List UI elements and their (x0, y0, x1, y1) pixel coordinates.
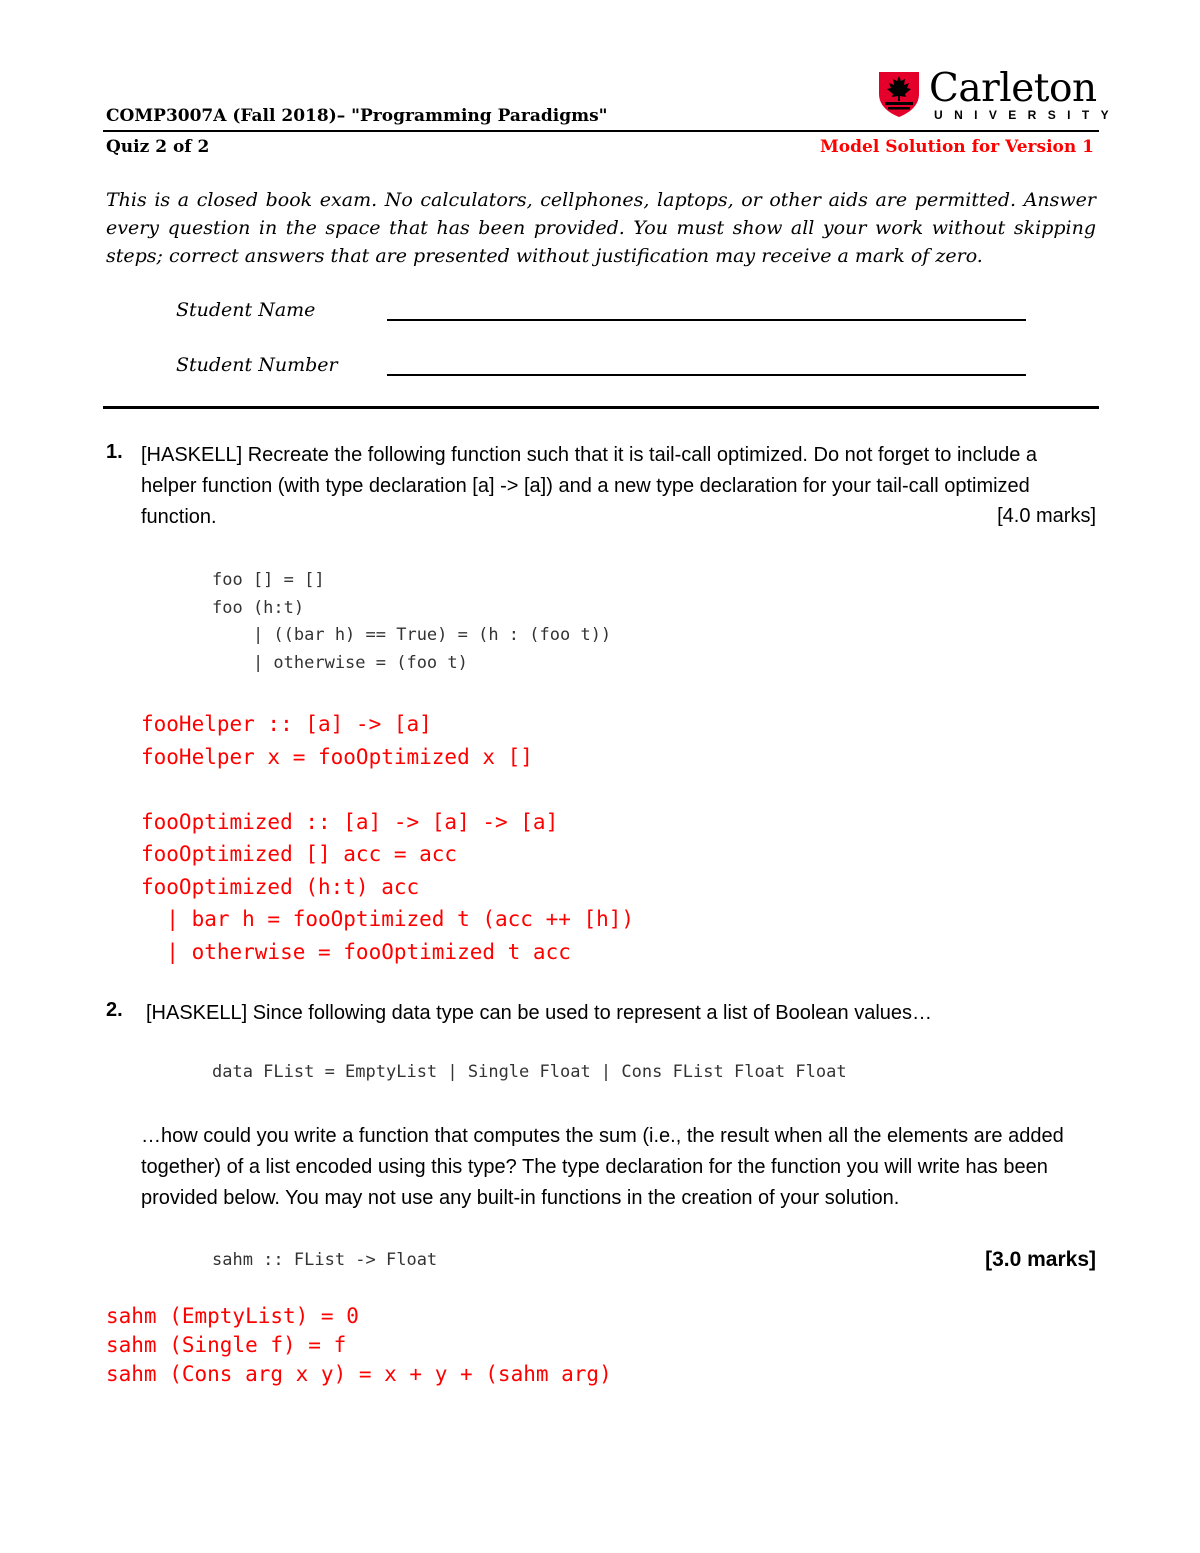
question-marks: [3.0 marks] (985, 1248, 1096, 1271)
model-solution-code: fooHelper :: [a] -> [a] fooHelper x = fooOptimized x [] fooOptimized :: [a] -> [a] -> [a] fooOptimized [] acc = acc fooOptimized (h:t) acc | bar h = fooOptimized t (acc ++ [h]) | otherwise = fooOptimized t acc (141, 712, 635, 964)
logo-subtitle: UNIVERSITY (934, 108, 1121, 122)
header-rule (103, 130, 1099, 132)
function-signature: sahm :: FList -> Float (212, 1250, 438, 1270)
model-solution-label: Model Solution for Version 1 (819, 137, 1094, 157)
question-text-continued: …how could you write a function that computes the sum (i.e., the result when all the elements are added together) of a list encoded using this type? The type declaration for the function you will write has been provided below. You may not use any built-in functions in the creation of your solution. (141, 1125, 1064, 1209)
model-solution-code: sahm (EmptyList) = 0 sahm (Single f) = f sahm (Cons arg x y) = x + y + (sahm arg) (106, 1304, 612, 1386)
question-text: [HASKELL] Since following data type can be used to represent a list of Boolean values… (146, 1002, 933, 1024)
course-title: COMP3007A (Fall 2018)– "Programming Paradigms" (106, 106, 608, 126)
question-number: 1. (106, 441, 123, 463)
student-name-field[interactable] (387, 319, 1026, 321)
logo-wordmark: Carleton (929, 66, 1097, 111)
exam-instructions: This is a closed book exam. No calculators, cellphones, laptops, or other aids are permitted. Answer every question in the space that has been provided. You must show all your work without skipping steps; correct answers that are presented without justification may receive a mark of zero. (106, 189, 1096, 267)
question-code: foo [] = [] foo (h:t) | ((bar h) == True) = (h : (foo t)) | otherwise = (foo t) (212, 570, 612, 673)
question-marks: [4.0 marks] (997, 505, 1096, 527)
student-number-label: Student Number (176, 354, 338, 376)
question-number: 2. (106, 999, 123, 1021)
university-shield-icon (877, 70, 921, 118)
section-divider (103, 406, 1099, 409)
question-code: data FList = EmptyList | Single Float | Cons FList Float Float (212, 1062, 847, 1082)
quiz-label: Quiz 2 of 2 (106, 137, 210, 157)
student-number-field[interactable] (387, 374, 1026, 376)
student-name-label: Student Name (176, 299, 316, 321)
question-text: [HASKELL] Recreate the following function such that it is tail-call optimized. Do not forget to include a helper function (with type declaration [a] -> [a]) and a new type declaration for your tail-call optimized function. (141, 444, 1038, 528)
